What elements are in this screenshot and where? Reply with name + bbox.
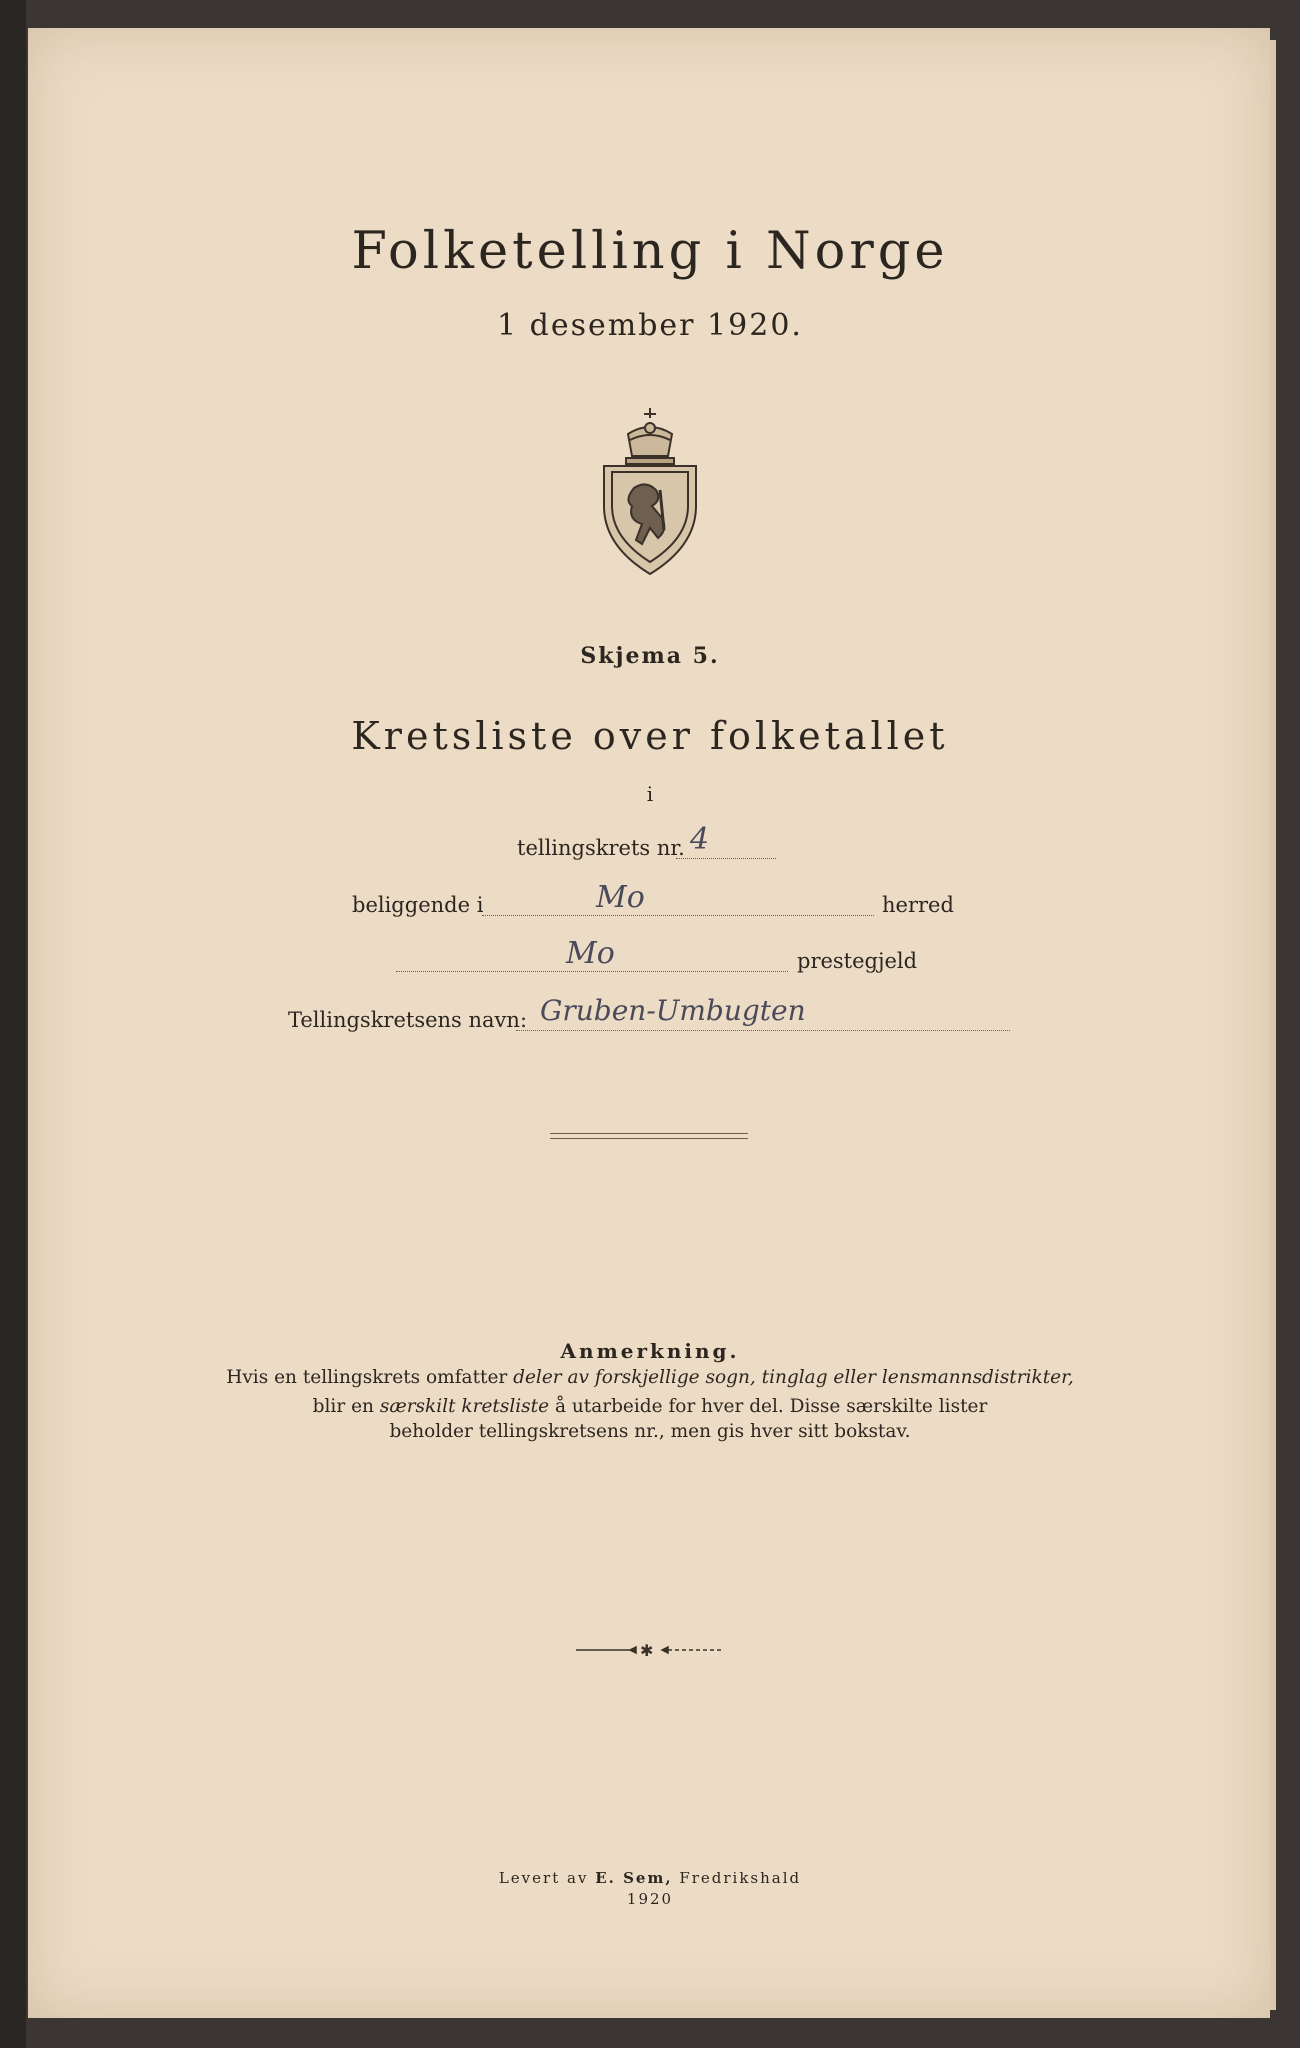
divider-rule-bottom: [550, 1138, 748, 1139]
note-line-2-italic: særskilt kretsliste: [379, 1396, 550, 1417]
prestegjeld-label: prestegjeld: [797, 949, 918, 973]
krets-navn-line: [516, 1030, 1010, 1031]
printer-place: Fredrikshald: [672, 1869, 802, 1887]
printer-line: [0, 1868, 1300, 1889]
beliggende-value: Mo: [596, 880, 645, 915]
svg-text:✱: ✱: [640, 1641, 654, 1660]
tellingskrets-value: 4: [690, 822, 710, 857]
document-date: 1 desember 1920.: [497, 308, 803, 343]
ornament-divider-icon: [574, 1640, 724, 1660]
note-line-2-text: blir en: [312, 1396, 380, 1417]
prestegjeld-line: [396, 971, 788, 972]
note-line-2: [0, 1395, 1300, 1419]
prestegjeld-value: Mo: [566, 936, 615, 971]
tellingskrets-line: [676, 858, 776, 859]
herred-label: herred: [882, 893, 954, 917]
printer-imprint: [0, 1868, 1300, 1910]
document-title: Folketelling i Norge: [351, 222, 949, 281]
note-line-1: [0, 1366, 1300, 1390]
schema-number: Skjema 5.: [580, 643, 720, 669]
connector-word: i: [646, 782, 654, 806]
divider-rule-top: [550, 1133, 748, 1134]
note-line-2-rest: å utarbeide for hver del. Disse særskilte lister: [549, 1396, 988, 1417]
note-line-1-text: Hvis en tellingskrets omfatter: [226, 1367, 514, 1388]
beliggende-line: [482, 915, 874, 916]
note-line-3: beholder tellingskretsens nr., men gis hver sitt bokstav.: [389, 1421, 911, 1442]
printer-prefix: Levert av: [498, 1869, 596, 1887]
tellingskrets-label: tellingskrets nr.: [517, 836, 685, 860]
coat-of-arms-icon: [598, 406, 702, 576]
beliggende-label: beliggende i: [352, 893, 484, 917]
printer-name: E. Sem,: [595, 1869, 673, 1887]
krets-navn-label: Tellingskretsens navn:: [288, 1008, 528, 1032]
form-heading: Kretsliste over folketallet: [351, 714, 949, 758]
note-title: Anmerkning.: [560, 1339, 740, 1363]
printer-year: 1920: [626, 1890, 674, 1908]
note-line-1-italic: deler av forskjellige sogn, tinglag eller lensmannsdistrikter,: [513, 1367, 1074, 1388]
krets-navn-value: Gruben-Umbugten: [540, 994, 806, 1027]
